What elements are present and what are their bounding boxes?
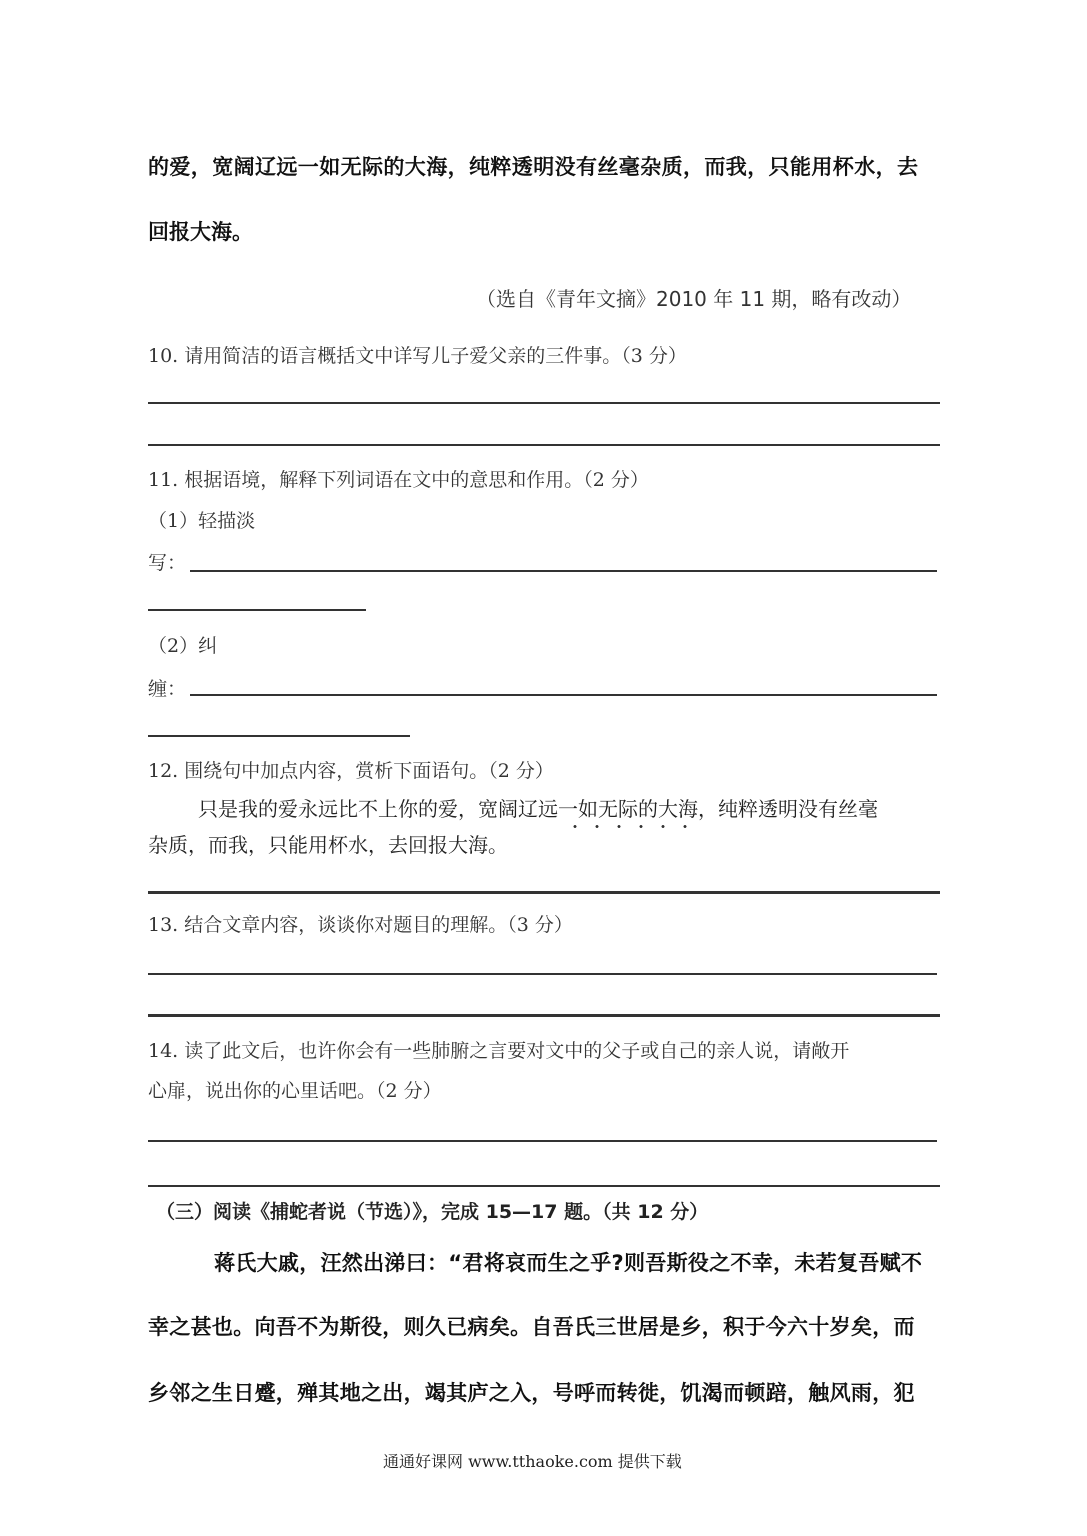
answer-line-q14-2[interactable] <box>148 1185 940 1187</box>
question-14-line-1: 14. 读了此文后，也许你会有一些肺腑之言要对文中的父子或自己的亲人说，请敞开 <box>148 1040 850 1062</box>
classical-text-line-1: 蒋氏大戚，汪然出涕曰：“君将哀而生之乎?则吾斯役之不幸，未若复吾赋不 <box>214 1251 923 1275</box>
answer-line-q11-1a[interactable] <box>190 570 937 572</box>
question-10: 10. 请用简洁的语言概括文中详写儿子爱父亲的三件事。（3 分） <box>148 345 687 367</box>
q12-quote-line-2: 杂质，而我，只能用杯水，去回报大海。 <box>148 833 508 857</box>
answer-line-q11-1b[interactable] <box>148 609 366 611</box>
page-footer: 通通好课网 www.tthaoke.com 提供下载 <box>383 1452 682 1471</box>
passage-line-1: 的爱，宽阔辽远一如无际的大海，纯粹透明没有丝毫杂质，而我，只能用杯水，去 <box>148 155 919 179</box>
answer-line-q13-1[interactable] <box>148 973 937 975</box>
answer-line-q11-2a[interactable] <box>190 694 937 696</box>
classical-text-line-3: 乡邻之生日蹙，殚其地之出，竭其庐之入，号呼而转徙，饥渴而顿踣，触风雨，犯 <box>148 1381 915 1405</box>
q12-quote-post: ，纯粹透明没有丝毫 <box>698 797 878 821</box>
passage-source: （选自《青年文摘》2010 年 11 期，略有改动） <box>476 287 912 311</box>
question-11: 11. 根据语境，解释下列词语在文中的意思和作用。（2 分） <box>148 469 649 491</box>
question-13: 13. 结合文章内容，谈谈你对题目的理解。（3 分） <box>148 914 573 936</box>
q12-quote-line-1 <box>198 793 878 822</box>
section-3-heading: （三）阅读《捕蛇者说（节选）》，完成 15—17 题。（共 12 分） <box>156 1201 709 1223</box>
answer-line-q14-1[interactable] <box>148 1140 937 1142</box>
q12-emphasis-dotted: 一如无际的大海 <box>558 797 698 821</box>
q11-item-1-label: （1）轻描淡 <box>148 510 256 532</box>
classical-text-line-2: 幸之甚也。向吾不为斯役，则久已病矣。自吾氏三世居是乡，积于今六十岁矣，而 <box>148 1315 915 1339</box>
answer-line-q10-2[interactable] <box>148 444 940 446</box>
answer-line-q10-1[interactable] <box>148 402 940 404</box>
question-12: 12. 围绕句中加点内容，赏析下面语句。（2 分） <box>148 760 554 782</box>
passage-line-2: 回报大海。 <box>148 220 253 244</box>
question-14-line-2: 心扉，说出你的心里话吧。（2 分） <box>148 1080 442 1102</box>
answer-line-q11-2b[interactable] <box>148 735 410 737</box>
q11-item-2-label: （2）纠 <box>148 635 218 657</box>
q11-item-2-cont: 缠： <box>148 678 187 700</box>
answer-line-q13-2[interactable] <box>148 1014 940 1017</box>
answer-line-q12[interactable] <box>148 891 940 894</box>
q12-quote-pre: 只是我的爱永远比不上你的爱，宽阔辽远 <box>198 797 558 821</box>
q11-item-1-cont: 写： <box>148 552 187 574</box>
